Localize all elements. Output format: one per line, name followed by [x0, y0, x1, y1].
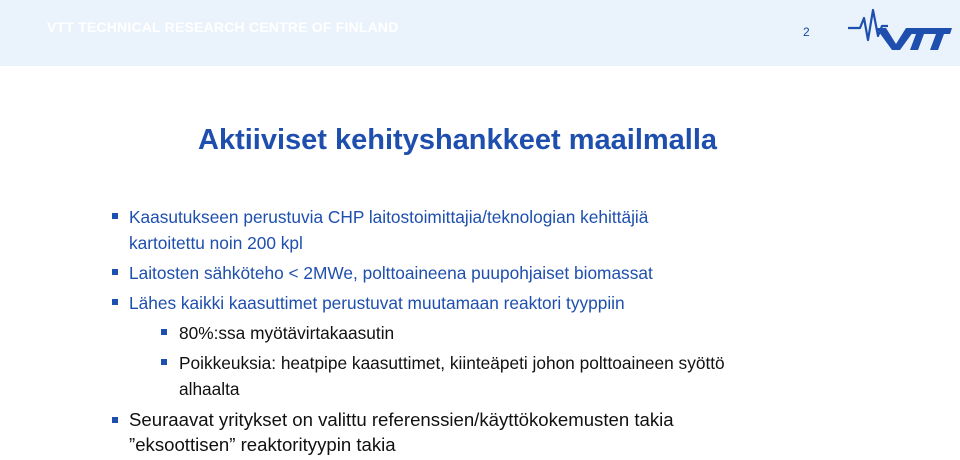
sub-bullet-text: 80%:ssa myötävirtakaasutin [179, 323, 395, 343]
bullet-marker-icon [112, 417, 118, 423]
page-number: 2 [803, 25, 810, 39]
bullet-text: Kaasutukseen perustuvia CHP laitostoimittajia/teknologian kehittäjiä [129, 207, 649, 227]
sub-bullet-text: alhaalta [179, 379, 240, 399]
bullet-text: Seuraavat yritykset on valittu referenssien/käyttökokemusten takia [129, 409, 674, 430]
bullet-text: ”eksoottisen” reaktorityypin takia [129, 434, 396, 455]
bullet-text: Lähes kaikki kaasuttimet perustuvat muutamaan reaktori tyyppiin [129, 293, 625, 313]
bullet-marker-icon [112, 269, 118, 275]
slide-header [0, 0, 960, 66]
bullet-text: kartoitettu noin 200 kpl [129, 233, 303, 253]
sub-bullet-text: Poikkeuksia: heatpipe kaasuttimet, kiinteäpeti johon polttoaineen syöttö [179, 353, 725, 373]
vtt-logo-icon [846, 6, 954, 50]
bullet-text: Laitosten sähköteho < 2MWe, polttoaineena puupohjaiset biomassat [129, 263, 653, 283]
bullet-marker-icon [112, 299, 118, 305]
sub-bullet-marker-icon [161, 359, 167, 365]
slide-title: Aktiiviset kehityshankkeet maailmalla [198, 124, 718, 156]
sub-bullet-marker-icon [161, 329, 167, 335]
organization-name: VTT TECHNICAL RESEARCH CENTRE OF FINLAND [47, 19, 399, 35]
bullet-marker-icon [112, 213, 118, 219]
